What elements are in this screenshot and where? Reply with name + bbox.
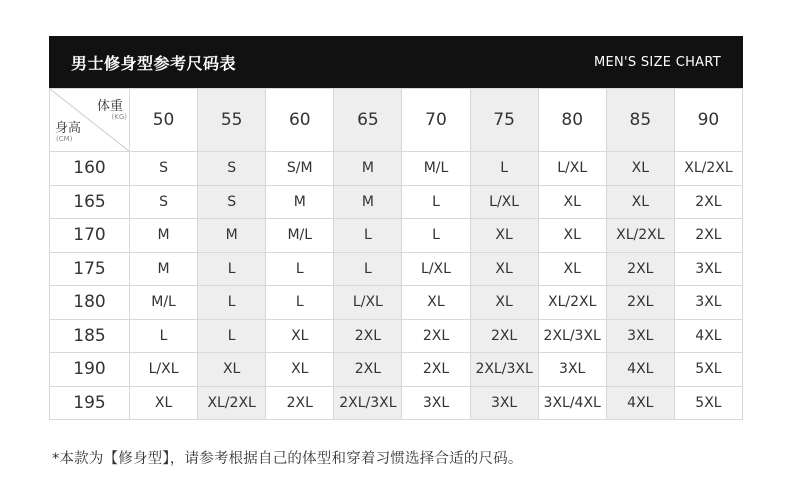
size-cell: M xyxy=(130,252,198,286)
size-cell: 5XL xyxy=(674,386,742,420)
size-cell: L xyxy=(334,252,402,286)
height-cell: 195 xyxy=(50,386,130,420)
size-cell: 3XL xyxy=(538,353,606,387)
size-cell: M/L xyxy=(130,286,198,320)
size-cell: 2XL/3XL xyxy=(470,353,538,387)
table-row xyxy=(50,319,743,353)
size-cell: XL xyxy=(130,386,198,420)
height-cell: 185 xyxy=(50,319,130,353)
size-cell: M xyxy=(130,219,198,253)
size-cell: S/M xyxy=(266,152,334,186)
size-cell: 2XL/3XL xyxy=(538,319,606,353)
weight-header-cell: 80 xyxy=(538,89,606,152)
size-cell: 2XL xyxy=(334,319,402,353)
table-row xyxy=(50,152,743,186)
size-cell: XL xyxy=(470,286,538,320)
size-cell: XL/2XL xyxy=(674,152,742,186)
size-cell: 2XL xyxy=(674,219,742,253)
corner-cell xyxy=(50,89,130,152)
weight-header-cell: 75 xyxy=(470,89,538,152)
size-cell: L xyxy=(402,219,470,253)
size-cell: XL xyxy=(402,286,470,320)
height-unit: (CM) xyxy=(56,135,73,143)
size-cell: XL/2XL xyxy=(198,386,266,420)
size-cell: L xyxy=(198,319,266,353)
size-cell: XL xyxy=(538,185,606,219)
size-cell: 4XL xyxy=(674,319,742,353)
size-cell: XL/2XL xyxy=(538,286,606,320)
size-cell: M xyxy=(198,219,266,253)
size-cell: M xyxy=(334,185,402,219)
size-cell: 3XL xyxy=(674,286,742,320)
table-row xyxy=(50,219,743,253)
weight-header-cell: 85 xyxy=(606,89,674,152)
size-cell: 3XL xyxy=(470,386,538,420)
size-cell: 3XL xyxy=(402,386,470,420)
size-cell: L xyxy=(402,185,470,219)
size-cell: L xyxy=(334,219,402,253)
weight-unit: (KG) xyxy=(111,113,127,121)
size-cell: 2XL xyxy=(334,353,402,387)
chart-header xyxy=(49,36,743,88)
size-cell: XL/2XL xyxy=(606,219,674,253)
size-cell: XL xyxy=(198,353,266,387)
size-cell: S xyxy=(198,152,266,186)
size-cell: 2XL/3XL xyxy=(334,386,402,420)
size-cell: L xyxy=(266,252,334,286)
size-cell: 2XL xyxy=(674,185,742,219)
size-cell: M/L xyxy=(266,219,334,253)
weight-header-cell: 60 xyxy=(266,89,334,152)
weight-header-cell: 90 xyxy=(674,89,742,152)
size-cell: 3XL/4XL xyxy=(538,386,606,420)
weight-label: 体重 xyxy=(96,99,123,114)
size-cell: S xyxy=(130,185,198,219)
size-cell: M/L xyxy=(402,152,470,186)
weight-header-cell: 70 xyxy=(402,89,470,152)
height-cell: 165 xyxy=(50,185,130,219)
table-row xyxy=(50,386,743,420)
weight-header-cell: 50 xyxy=(130,89,198,152)
size-cell: M xyxy=(266,185,334,219)
size-cell: L xyxy=(198,252,266,286)
height-cell: 190 xyxy=(50,353,130,387)
size-cell: 2XL xyxy=(470,319,538,353)
size-chart xyxy=(49,36,743,420)
size-cell: XL xyxy=(606,185,674,219)
size-cell: L xyxy=(130,319,198,353)
size-cell: 2XL xyxy=(606,286,674,320)
height-cell: 160 xyxy=(50,152,130,186)
table-row xyxy=(50,286,743,320)
size-cell: XL xyxy=(470,252,538,286)
size-cell: XL xyxy=(538,252,606,286)
table-row xyxy=(50,353,743,387)
weight-header-row xyxy=(50,89,743,152)
size-cell: XL xyxy=(266,353,334,387)
size-cell: L/XL xyxy=(334,286,402,320)
size-cell: L/XL xyxy=(538,152,606,186)
height-cell: 175 xyxy=(50,252,130,286)
chart-title-cn: 男士修身型参考尺码表 xyxy=(71,53,237,73)
size-cell: XL xyxy=(538,219,606,253)
size-cell: L/XL xyxy=(130,353,198,387)
height-cell: 170 xyxy=(50,219,130,253)
size-cell: 2XL xyxy=(402,353,470,387)
table-row xyxy=(50,252,743,286)
size-cell: L xyxy=(198,286,266,320)
size-cell: M xyxy=(334,152,402,186)
size-cell: 4XL xyxy=(606,386,674,420)
footnote: *本款为【修身型】，请参考根据自己的体型和穿着习惯选择合适的尺码。 xyxy=(52,451,523,467)
size-cell: S xyxy=(198,185,266,219)
size-cell: 3XL xyxy=(606,319,674,353)
size-cell: L xyxy=(470,152,538,186)
table-row xyxy=(50,185,743,219)
height-label: 身高 xyxy=(55,121,82,136)
size-cell: 2XL xyxy=(606,252,674,286)
weight-header-cell: 65 xyxy=(334,89,402,152)
size-cell: XL xyxy=(606,152,674,186)
size-cell: L/XL xyxy=(470,185,538,219)
size-cell: L xyxy=(266,286,334,320)
weight-header-cell: 55 xyxy=(198,89,266,152)
size-cell: 2XL xyxy=(402,319,470,353)
size-cell: 5XL xyxy=(674,353,742,387)
size-cell: XL xyxy=(470,219,538,253)
size-table xyxy=(49,88,743,420)
chart-title-en: MEN'S SIZE CHART xyxy=(593,54,721,70)
size-cell: S xyxy=(130,152,198,186)
size-cell: 3XL xyxy=(674,252,742,286)
size-cell: 2XL xyxy=(266,386,334,420)
height-cell: 180 xyxy=(50,286,130,320)
size-cell: 4XL xyxy=(606,353,674,387)
size-cell: XL xyxy=(266,319,334,353)
size-cell: L/XL xyxy=(402,252,470,286)
